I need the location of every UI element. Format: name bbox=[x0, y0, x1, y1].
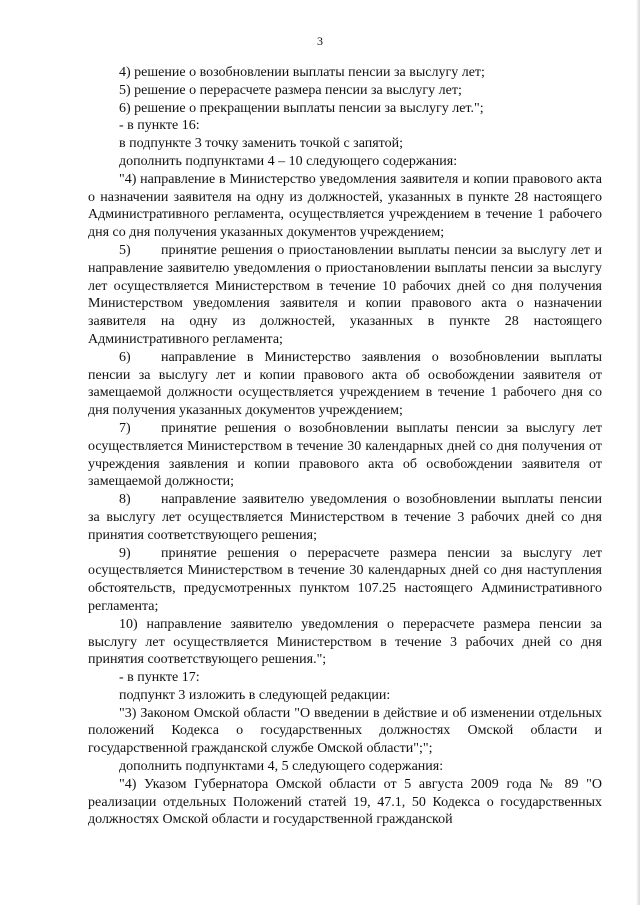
subitem-5 bbox=[88, 242, 602, 349]
subitem-8-text: направление заявителю уведомления о возобновлении выплаты пенсии за выслугу лет осуществляется Министерством в течение 3 рабочих дней со дня принятия соответствующего решения; bbox=[88, 492, 602, 543]
paragraph-point-17: - в пункте 17: bbox=[119, 670, 200, 686]
subitem-10: 10) направление заявителю уведомления о перерасчете размера пенсии за выслугу лет осуществляется Министерством в течение 3 рабочих дней со дня принятия соответствующего решения."; bbox=[88, 616, 602, 668]
subitem-7-text: принятие решения о возобновлении выплаты пенсии за выслугу лет осуществляется Министерством в течение 30 календарных дней со дня получения от учреждения заявления и копии правового акта об освобождении заявителя от замещаемой должности; bbox=[88, 420, 602, 490]
subitem-9-text: принятие решения о перерасчете размера пенсии за выслугу лет осуществляется Министерством в течение 30 календарных дней со дня наступления обстоятельств, предусмотренных пунктом 107.25 настоящего Административного регламента; bbox=[88, 545, 602, 614]
paragraph-line-5: в подпункте 3 точку заменить точкой с запятой; bbox=[119, 136, 403, 152]
paragraph-decree-reference: "4) Указом Губернатора Омской области от 5 августа 2009 года № 89 "О реализации отдельных Положений статей 19, 47.1, 50 Кодекса о государственных должностях Омской области и государственной гражданской bbox=[88, 776, 602, 828]
subitem-8 bbox=[88, 491, 602, 544]
paragraph-line-1: 4) решение о возобновлении выплаты пенсии за выслугу лет; bbox=[119, 65, 485, 80]
paragraph-line-3: 6) решение о прекращении выплаты пенсии за выслугу лет."; bbox=[119, 100, 484, 116]
subitem-5-text: принятие решения о приостановлении выплаты пенсии за выслугу лет и направление заявителю уведомления о приостановлении выплаты пенсии за выслугу лет осуществляется Министерством в течение 10 рабочих дней со дня получения Министерством уведомления заявителя и копии правового акта о назначении заявителя на одну из должностей, указанных в пункте 28 настоящего Административного регламента; bbox=[88, 242, 602, 347]
subitem-6 bbox=[88, 349, 602, 420]
paragraph-subpoint-3: подпункт 3 изложить в следующей редакции: bbox=[119, 687, 391, 703]
paragraph-law-reference: "3) Законом Омской области "О введении в действие и об изменении отдельных положений Кодекса о государственных должностях Омской области и государственной гражданской службе Омской области";"; bbox=[88, 705, 602, 757]
subitem-6-number: 6) bbox=[119, 349, 131, 365]
subitem-9 bbox=[88, 545, 602, 616]
subitem-4: "4) направление в Министерство уведомления заявителя и копии правового акта о назначении заявителя на одну из должностей, указанных в пункте 28 настоящего Административного регламента, осуществляется учреждением в течение 1 рабочего дня со дня получения указанных документов учреждением; bbox=[88, 171, 602, 241]
subitem-5-number: 5) bbox=[119, 242, 131, 258]
subitem-9-number: 9) bbox=[119, 545, 131, 561]
subitem-7-number: 7) bbox=[119, 420, 131, 436]
page-number: 3 bbox=[317, 34, 323, 48]
paragraph-add-subpoints: дополнить подпунктами 4, 5 следующего содержания: bbox=[119, 759, 444, 775]
scan-edge-shadow bbox=[636, 0, 640, 905]
subitem-8-number: 8) bbox=[119, 492, 131, 508]
paragraph-line-2: 5) решение о перерасчете размера пенсии за выслугу лет; bbox=[119, 82, 462, 98]
subitem-7 bbox=[88, 420, 602, 491]
paragraph-line-6: дополнить подпунктами 4 – 10 следующего содержания: bbox=[119, 153, 458, 169]
document-body bbox=[88, 64, 602, 829]
subitem-6-text: направление в Министерство заявления о возобновлении выплаты пенсии за выслугу лет и копии правового акта об освобождении заявителя от замещаемой должности осуществляется учреждением в течение 1 рабочего дня со дня получения указанных документов учреждением; bbox=[88, 349, 602, 419]
paragraph-line-4: - в пункте 16: bbox=[119, 118, 200, 134]
